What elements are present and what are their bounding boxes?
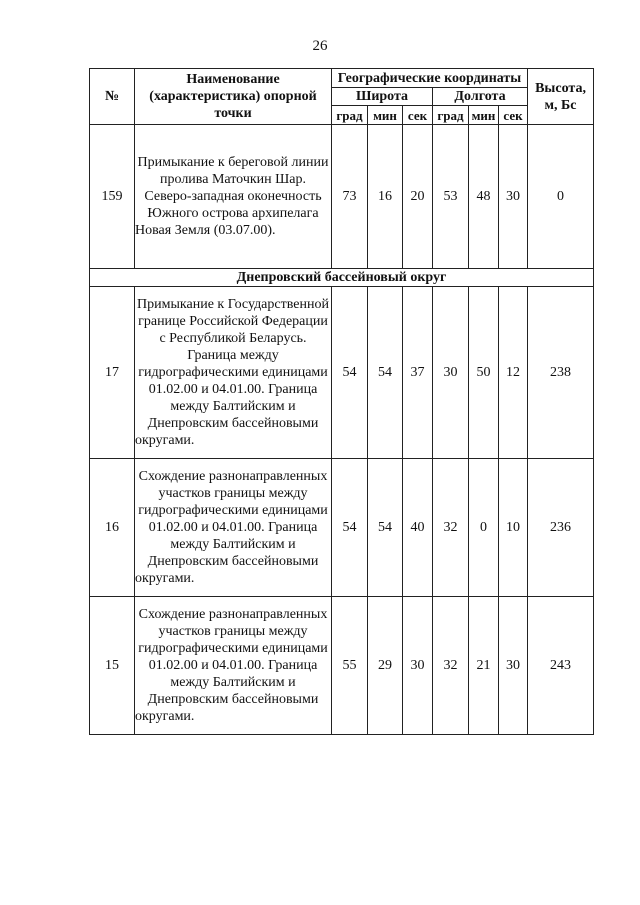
lon-sec: 10 xyxy=(499,459,528,597)
table-row xyxy=(90,287,594,459)
row-description: Схождение разнонаправленных участков границы между гидрографическими единицами 01.02.00 и 04.01.00. Граница между Балтийским и Днепровским бассейновыми округами. xyxy=(135,459,332,597)
reference-points-table xyxy=(89,68,594,735)
header-geo-coordinates: Географические координаты xyxy=(332,69,528,88)
lat-deg: 54 xyxy=(332,287,368,459)
lon-sec: 30 xyxy=(499,597,528,735)
row-description: Схождение разнонаправленных участков границы между гидрографическими единицами 01.02.00 и 04.01.00. Граница между Балтийским и Днепровским бассейновыми округами. xyxy=(135,597,332,735)
section-row xyxy=(90,269,594,287)
page-number: 26 xyxy=(312,38,328,54)
table-row xyxy=(90,597,594,735)
header-lon-deg: град xyxy=(433,106,469,125)
lat-deg: 54 xyxy=(332,459,368,597)
header-longitude: Долгота xyxy=(433,88,528,106)
lon-min: 48 xyxy=(469,125,499,269)
header-number: № xyxy=(90,69,135,125)
lat-min: 29 xyxy=(368,597,403,735)
lat-min: 16 xyxy=(368,125,403,269)
lon-deg: 32 xyxy=(433,459,469,597)
lon-min: 0 xyxy=(469,459,499,597)
header-latitude: Широта xyxy=(332,88,433,106)
lat-sec: 20 xyxy=(403,125,433,269)
header-height: Высота, м, Бс xyxy=(528,69,594,125)
section-title: Днепровский бассейновый округ xyxy=(90,269,594,287)
header-lat-min: мин xyxy=(368,106,403,125)
row-number: 17 xyxy=(90,287,135,459)
lon-deg: 30 xyxy=(433,287,469,459)
lon-deg: 32 xyxy=(433,597,469,735)
table-row xyxy=(90,125,594,269)
lat-sec: 37 xyxy=(403,287,433,459)
header-name: Наименование (характеристика) опорной точки xyxy=(135,69,332,125)
lat-deg: 55 xyxy=(332,597,368,735)
lon-sec: 30 xyxy=(499,125,528,269)
header-lon-min: мин xyxy=(469,106,499,125)
table-row xyxy=(90,459,594,597)
height-value: 238 xyxy=(528,287,594,459)
row-number: 15 xyxy=(90,597,135,735)
row-number: 16 xyxy=(90,459,135,597)
header-lon-sec: сек xyxy=(499,106,528,125)
lon-min: 21 xyxy=(469,597,499,735)
height-value: 0 xyxy=(528,125,594,269)
lat-sec: 30 xyxy=(403,597,433,735)
lat-deg: 73 xyxy=(332,125,368,269)
row-number: 159 xyxy=(90,125,135,269)
height-value: 236 xyxy=(528,459,594,597)
header-lat-deg: град xyxy=(332,106,368,125)
row-description: Примыкание к Государственной границе Российской Федерации с Республикой Беларусь. Граница между гидрографическими единицами 01.02.00 и 04.01.00. Граница между Балтийским и Днепровским бассейновыми округами. xyxy=(135,287,332,459)
height-value: 243 xyxy=(528,597,594,735)
row-description: Примыкание к береговой линии пролива Маточкин Шар. Северо-западная оконечность Южного острова архипелага Новая Земля (03.07.00). xyxy=(135,125,332,269)
lat-min: 54 xyxy=(368,287,403,459)
header-lat-sec: сек xyxy=(403,106,433,125)
table-header xyxy=(90,69,594,125)
lon-deg: 53 xyxy=(433,125,469,269)
lon-sec: 12 xyxy=(499,287,528,459)
lat-sec: 40 xyxy=(403,459,433,597)
lat-min: 54 xyxy=(368,459,403,597)
lon-min: 50 xyxy=(469,287,499,459)
